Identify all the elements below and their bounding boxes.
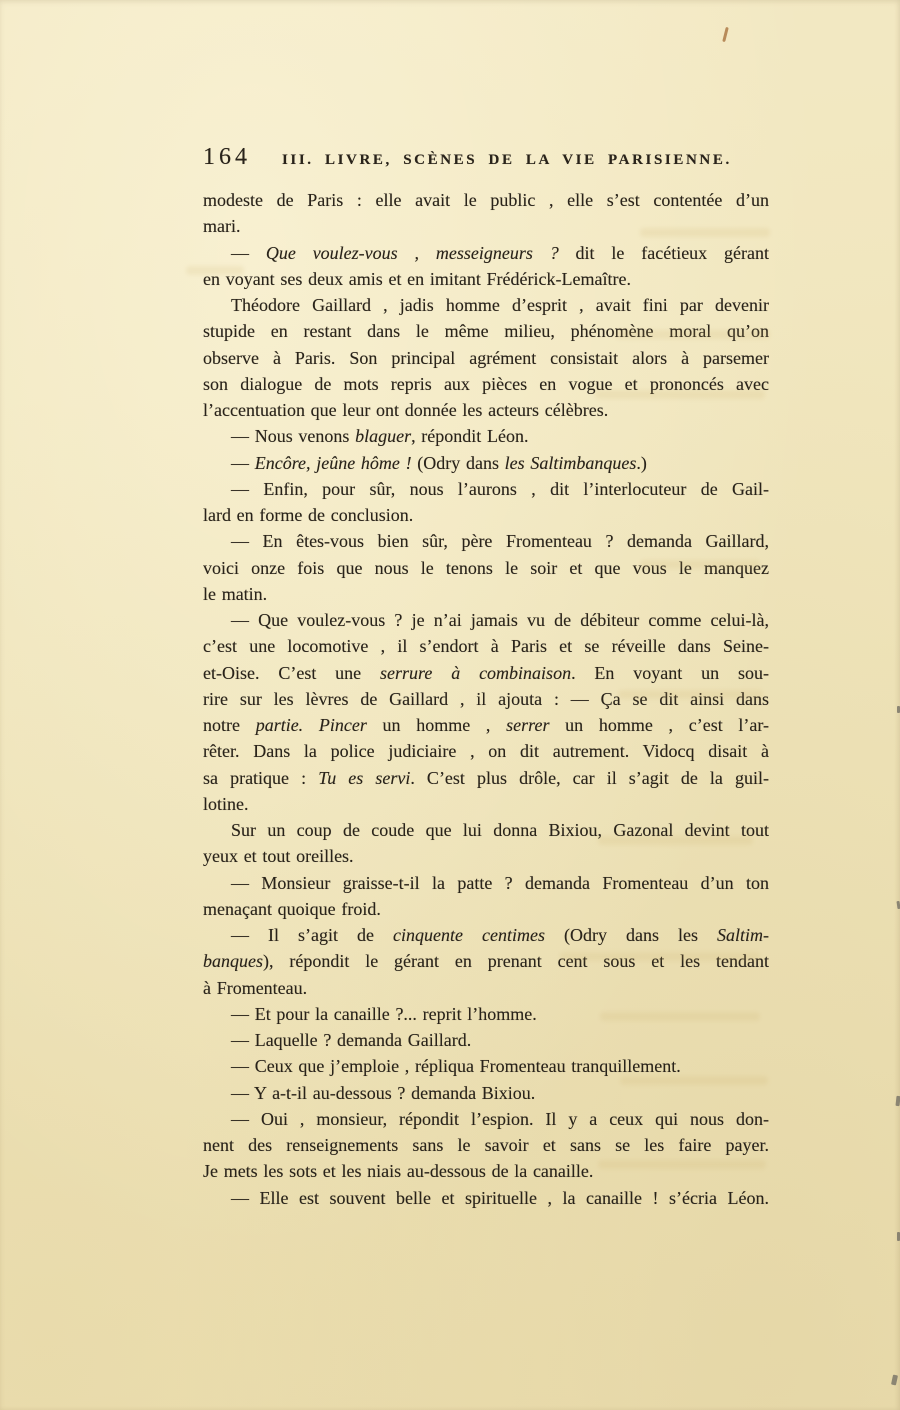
text-line [203,922,769,948]
text-segment: — Que voulez-vous ? je n’ai jamais vu de débiteur comme celui-là, [231,610,769,630]
text-line [203,738,769,764]
text-segment: , répondit Léon. [411,426,529,447]
text-line [203,187,769,213]
text-segment: le matin. [203,583,268,604]
text-segment: à Fromenteau. [203,977,308,998]
show-through-mark [618,690,763,699]
text-line [203,765,769,791]
text-line [203,660,769,686]
text-segment: observe à Paris. Son principal agrément consistait alors à parsemer [203,347,769,368]
text-segment: notre [203,715,256,735]
edge-speck [896,901,900,909]
text-segment: — Enfin, pour sûr, nous l’aurons , dit l’interlocuteur de Gail- [231,478,769,499]
text-segment: .) [636,452,647,473]
italic-text-segment: serrer [506,715,550,735]
italic-text-segment: cinquente centimes [393,925,545,945]
text-line [203,712,769,738]
text-segment: l’accentuation que leur ont donnée les acteurs célèbres. [203,400,609,420]
text-segment: Théodore Gaillard , jadis homme d’esprit , avait fini par devenir [231,295,769,315]
text-line [203,1106,769,1132]
text-segment: modeste de Paris : elle avait le public , elle s’est contentée d’un [203,190,769,210]
text-segment: Sur un coup de coude que lui donna Bixiou, Gazonal devint tout [231,820,769,840]
show-through-mark [615,330,770,339]
text-segment: son dialogue de mots repris aux pièces en vogue et prononcés avec [203,373,769,394]
text-line [203,292,769,318]
text-line [203,633,769,659]
text-segment: . En voyant un sou- [571,662,769,683]
page-header [203,144,769,171]
show-through-mark [595,390,765,399]
show-through-mark [186,266,244,275]
text-segment: — Il s’agit de [231,925,394,945]
text-segment: — Et pour la canaille ?... reprit l’homme. [231,1003,537,1024]
text-segment: — En êtes-vous bien sûr, père Fromenteau ? demanda Gaillard, [231,531,769,552]
text-segment: stupide en restant dans le même milieu, phénomène moral qu’on [203,321,769,342]
text-segment: rêter. Dans la police judiciaire , on dit autrement. Vidocq disait à [203,741,769,762]
ink-mark [722,27,729,42]
text-segment: voici onze fois que nous le tenons le soir et que vous le manquez [203,557,769,578]
text-line [203,843,769,869]
italic-text-segment: Que voulez-vous , messeigneurs ? [265,242,559,263]
text-segment: — [231,452,255,473]
show-through-mark [620,1076,768,1085]
italic-text-segment: Encôre, jeûne hôme ! [254,452,412,473]
page-number: 164 [203,144,251,170]
italic-text-segment: blaguer [355,426,412,447]
text-segment: nent des renseignements sans le savoir et sans se les faire payer. [203,1135,769,1155]
text-line [203,870,769,896]
text-segment: — Elle est souvent belle et spirituelle , la canaille ! s’écria Léon. [231,1187,769,1208]
edge-speck [895,1096,900,1106]
text-line [203,450,769,476]
text-segment: mari. [203,216,241,237]
text-segment: — Y a-t-il au-dessous ? demanda Bixiou. [231,1082,536,1103]
text-line [203,240,769,266]
text-segment: c’est une locomotive , il s’endort à Paris et se réveille dans Seine- [203,636,769,657]
edge-speck [891,1375,898,1386]
text-segment: (Odry dans les [544,925,717,945]
show-through-mark [560,952,760,961]
text-segment: lard en forme de conclusion. [203,505,414,525]
text-segment: ), répondit le gérant en prenant cent sous et les tendant [263,951,769,972]
show-through-mark [640,228,770,237]
text-segment: dit le facétieux gérant [558,242,769,263]
italic-text-segment: partie. Pincer [255,715,367,735]
text-segment: lotine. [203,793,249,814]
show-through-mark [640,560,760,569]
text-line [203,266,769,292]
text-segment: — Laquelle ? demanda Gaillard. [231,1030,472,1050]
text-segment: — Nous venons [231,426,356,447]
show-through-mark [598,836,753,845]
text-segment: — [231,242,266,263]
italic-text-segment: Saltim- [716,925,769,945]
text-segment: sa pratique : [203,767,319,788]
text-segment: en voyant ses deux amis et en imitant Frédérick-Lemaître. [203,268,631,289]
text-segment: rire sur les lèvres de Gaillard , il ajouta : — Ça se dit ainsi dans [203,688,769,709]
text-segment: — Oui , monsieur, répondit l’espion. Il y a ceux qui nous don- [231,1108,769,1129]
text-segment: et-Oise. C’est une [203,662,381,683]
running-title: III. LIVRE, SCÈNES DE LA VIE PARISIENNE. [282,152,732,168]
text-line [203,1185,769,1211]
text-line [203,581,769,607]
italic-text-segment: serrure à combinaison [380,662,572,683]
show-through-mark [600,1012,760,1021]
text-segment: — Monsieur graisse-t-il la patte ? demanda Fromenteau d’un ton [231,872,769,893]
text-line [203,607,769,633]
text-line [203,791,769,817]
text-line [203,502,769,528]
show-through-mark [598,1160,766,1169]
text-segment: (Odry dans [411,452,505,473]
text-segment: un homme , c’est l’ar- [549,715,769,735]
text-segment: . C’est plus drôle, car il s’agit de la guil- [410,767,769,788]
text-line [203,476,769,502]
text-line [203,423,769,449]
text-segment: — Ceux que j’emploie , répliqua Fromenteau tranquillement. [231,1056,681,1077]
italic-text-segment: Tu es servi [318,767,411,788]
text-line [203,528,769,554]
italic-text-segment: banques [203,951,263,972]
text-line [203,975,769,1001]
italic-text-segment: les Saltimbanques [504,452,637,473]
text-segment: Je mets les sots et les niais au-dessous de la canaille. [203,1161,594,1182]
text-line [203,345,769,371]
text-segment: menaçant quoique froid. [203,898,381,919]
text-line [203,397,769,423]
text-line [203,1132,769,1158]
text-segment: yeux et tout oreilles. [203,846,354,867]
text-line [203,1027,769,1053]
text-segment: un homme , [366,715,507,735]
text-line [203,896,769,922]
